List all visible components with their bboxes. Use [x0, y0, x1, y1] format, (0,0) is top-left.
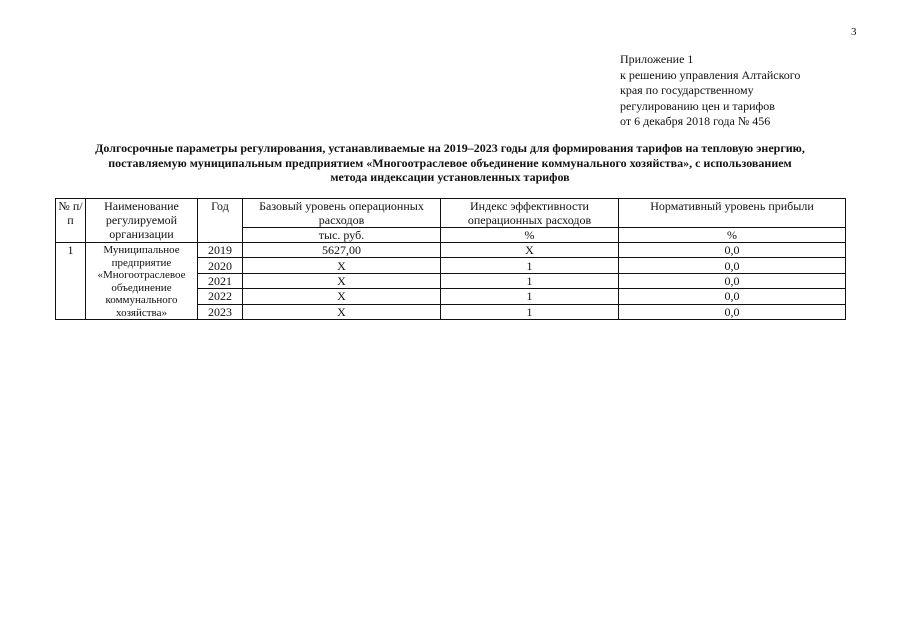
cell-base-costs: X	[243, 289, 441, 304]
appendix-line: Приложение 1	[620, 52, 694, 66]
cell-base-costs: X	[243, 258, 441, 273]
header-year: Год	[198, 199, 243, 243]
appendix-line: края по государственному	[620, 83, 754, 97]
cell-year: 2020	[198, 258, 243, 273]
cell-year: 2023	[198, 304, 243, 319]
cell-base-costs: X	[243, 273, 441, 288]
cell-year: 2019	[198, 243, 243, 258]
cell-efficiency-index: 1	[441, 258, 619, 273]
row-number: 1	[56, 243, 86, 320]
cell-efficiency-index: 1	[441, 289, 619, 304]
cell-efficiency-index: 1	[441, 304, 619, 319]
cell-year: 2022	[198, 289, 243, 304]
cell-profit-level: 0,0	[619, 258, 846, 273]
header-row	[56, 199, 846, 228]
header-profit-level: Нормативный уровень прибыли	[619, 199, 846, 228]
header-efficiency-index: Индекс эффективности операционных расходов	[441, 199, 619, 228]
cell-base-costs: X	[243, 304, 441, 319]
cell-profit-level: 0,0	[619, 243, 846, 258]
cell-efficiency-index: 1	[441, 273, 619, 288]
unit-base-costs: тыс. руб.	[243, 228, 441, 243]
page-number: 3	[851, 26, 857, 38]
header-organization: Наименование регулируемой организации	[86, 199, 198, 243]
unit-efficiency-index: %	[441, 228, 619, 243]
unit-profit-level: %	[619, 228, 846, 243]
cell-profit-level: 0,0	[619, 304, 846, 319]
document-title	[50, 141, 850, 185]
header-num: № п/п	[56, 199, 86, 243]
parameters-table	[55, 198, 846, 320]
table-row	[56, 243, 846, 258]
cell-base-costs: 5627,00	[243, 243, 441, 258]
header-base-costs: Базовый уровень операционных расходов	[243, 199, 441, 228]
title-line: Долгосрочные параметры регулирования, устанавливаемые на 2019–2023 годы для формирования тарифов на тепловую энергию,	[95, 141, 805, 155]
title-line: метода индексации установленных тарифов	[330, 170, 570, 184]
cell-profit-level: 0,0	[619, 289, 846, 304]
title-line: поставляемую муниципальным предприятием «Многоотраслевое объединение коммунального хозяйства», с использованием	[108, 155, 792, 170]
appendix-line: от 6 декабря 2018 года № 456	[620, 114, 771, 128]
appendix-block	[620, 52, 800, 130]
cell-efficiency-index: X	[441, 243, 619, 258]
appendix-line: к решению управления Алтайского	[620, 67, 801, 82]
cell-profit-level: 0,0	[619, 273, 846, 288]
cell-year: 2021	[198, 273, 243, 288]
appendix-line: регулированию цен и тарифов	[620, 98, 775, 113]
organization-name: Муниципальное предприятие «Многоотраслевое объединение коммунального хозяйства»	[86, 243, 198, 320]
